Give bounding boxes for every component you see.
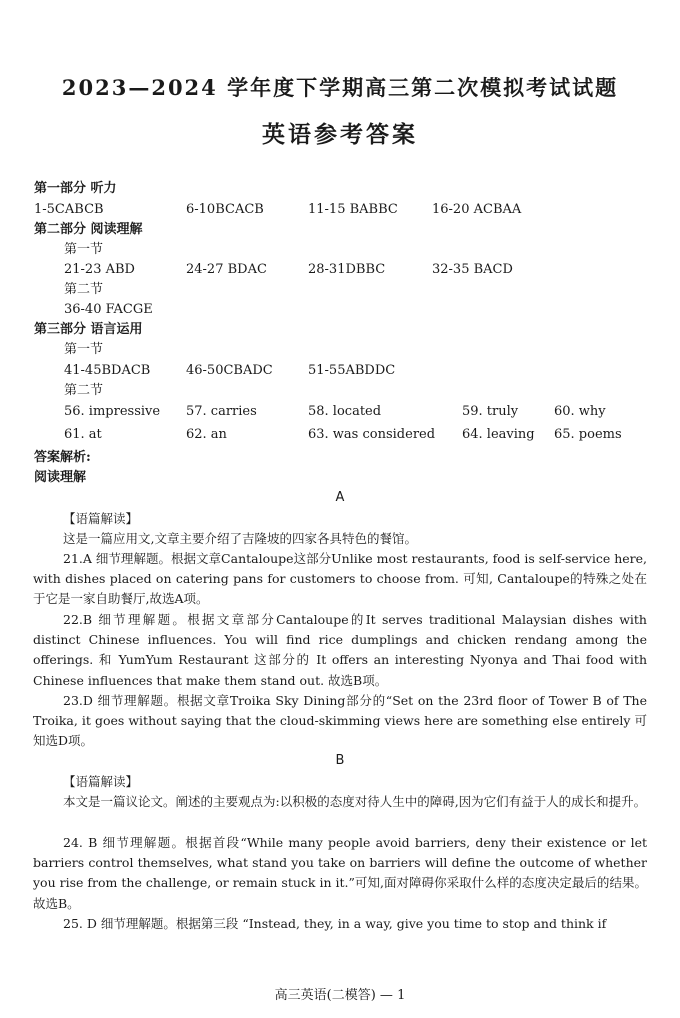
passage-b-summary: 本文是一篇议论文。阐述的主要观点为:以积极的态度对待人生中的障碍,因为它们有益于人的成长和提升。 xyxy=(63,794,647,809)
part3-heading: 第三部分 语言运用 xyxy=(34,322,143,337)
page-footer: 高三英语(二模答) — 1 xyxy=(274,988,406,1003)
part2-section2-answers-row xyxy=(0,300,680,320)
answer-group: 32-35 BACD xyxy=(432,262,513,277)
reading-comprehension-heading: 阅读理解 xyxy=(34,470,87,485)
answer-group: 24-27 BDAC xyxy=(186,262,267,277)
passage-a-letter: A xyxy=(335,490,345,505)
answer-explanation-24: 24. B 细节理解题。根据首段“While many people avoid barriers, deny their existence or let barriers control themselves, what stand you take on barriers will define the outcome of whether you rise from the challenge, or remain stuck in it.”可知,面对障碍你采取什么样的态度决定最后的结果。故选B。 xyxy=(33,835,647,911)
answer-group: 36-40 FACGE xyxy=(64,302,153,317)
answer-item: 58. located xyxy=(308,404,382,419)
part3-heading-row xyxy=(0,320,680,340)
answer-key-title: 英语参考答案 xyxy=(262,121,418,148)
part2-section2-row xyxy=(0,280,680,300)
part1-heading-row xyxy=(0,179,680,199)
part1-heading: 第一部分 听力 xyxy=(34,181,117,196)
passage-a-summary: 这是一篇应用文,文章主要介绍了吉隆坡的四家各具特色的餐馆。 xyxy=(63,531,417,546)
answer-item: 63. was considered xyxy=(308,427,436,442)
part1-answers-row xyxy=(0,200,680,220)
answer-item: 56. impressive xyxy=(64,404,161,419)
passage-b-label: 【语篇解读】 xyxy=(63,774,139,789)
answer-explanation-25: 25. D 细节理解题。根据第三段 “Instead, they, in a way, give you time to stop and think if xyxy=(63,916,607,931)
answer-group: 28-31DBBC xyxy=(308,262,386,277)
part3-section2-row xyxy=(0,381,680,401)
answer-item: 62. an xyxy=(186,427,227,442)
answer-explanation-22: 22.B 细节理解题。根据文章部分Cantaloupe的It serves traditional Malaysian dishes with distinct Chinese influences. You will find rice dumplings and chicken rendang among the offerings. 和 YumYum Restaurant 这部分的 It offers an interesting Nyonya and Thai food with Chinese influences that make them stand out. 故选B项。 xyxy=(33,612,647,688)
part3-section1-answers-row xyxy=(0,361,680,381)
analysis-heading: 答案解析: xyxy=(34,450,91,465)
part2-heading-row xyxy=(0,220,680,240)
answer-group: 21-23 ABD xyxy=(64,262,135,277)
answer-explanation-21: 21.A 细节理解题。根据文章Cantaloupe这部分Unlike most restaurants, food is self-service here, with dishes placed on catering pans for customers to choose from. 可知, Cantaloupe的特殊之处在于它是一家自助餐厅,故选A项。 xyxy=(33,551,647,607)
answer-explanation-23: 23.D 细节理解题。根据文章Troika Sky Dining部分的“Set on the 23rd floor of Tower B of The Troika, it goes without saying that the cloud-skimming views here are something else entirely 可知选D项。 xyxy=(33,693,647,749)
answer-item: 60. why xyxy=(554,404,606,419)
answer-item: 59. truly xyxy=(462,404,519,419)
answer-group: 11-15 BABBC xyxy=(308,202,398,217)
answer-group: 16-20 ACBAA xyxy=(432,202,522,217)
answer-group: 1-5CABCB xyxy=(34,202,104,217)
answer-item: 65. poems xyxy=(554,427,622,442)
answer-group: 46-50CBADC xyxy=(186,363,273,378)
section-label: 第二节 xyxy=(64,282,104,297)
part3-section2-answers-row2 xyxy=(0,425,680,445)
answer-item: 57. carries xyxy=(186,404,257,419)
answer-group: 6-10BCACB xyxy=(186,202,264,217)
analysis-subheading-row xyxy=(0,468,680,488)
section-label: 第二节 xyxy=(64,383,104,398)
answer-item: 64. leaving xyxy=(462,427,535,442)
answer-item: 61. at xyxy=(64,427,102,442)
section-label: 第一节 xyxy=(64,342,104,357)
answer-group: 41-45BDACB xyxy=(64,363,151,378)
passage-b-letter: B xyxy=(335,753,345,768)
answer-group: 51-55ABDDC xyxy=(308,363,396,378)
part3-section2-answers-row1 xyxy=(0,402,680,422)
part2-section1-row xyxy=(0,240,680,260)
analysis-heading-row xyxy=(0,448,680,468)
part2-section1-answers-row xyxy=(0,260,680,280)
exam-title: 2023—2024 学年度下学期高三第二次模拟考试试题 xyxy=(61,75,619,100)
part2-heading: 第二部分 阅读理解 xyxy=(34,222,143,237)
part3-section1-row xyxy=(0,340,680,360)
section-label: 第一节 xyxy=(64,242,104,257)
passage-a-label: 【语篇解读】 xyxy=(63,511,139,526)
